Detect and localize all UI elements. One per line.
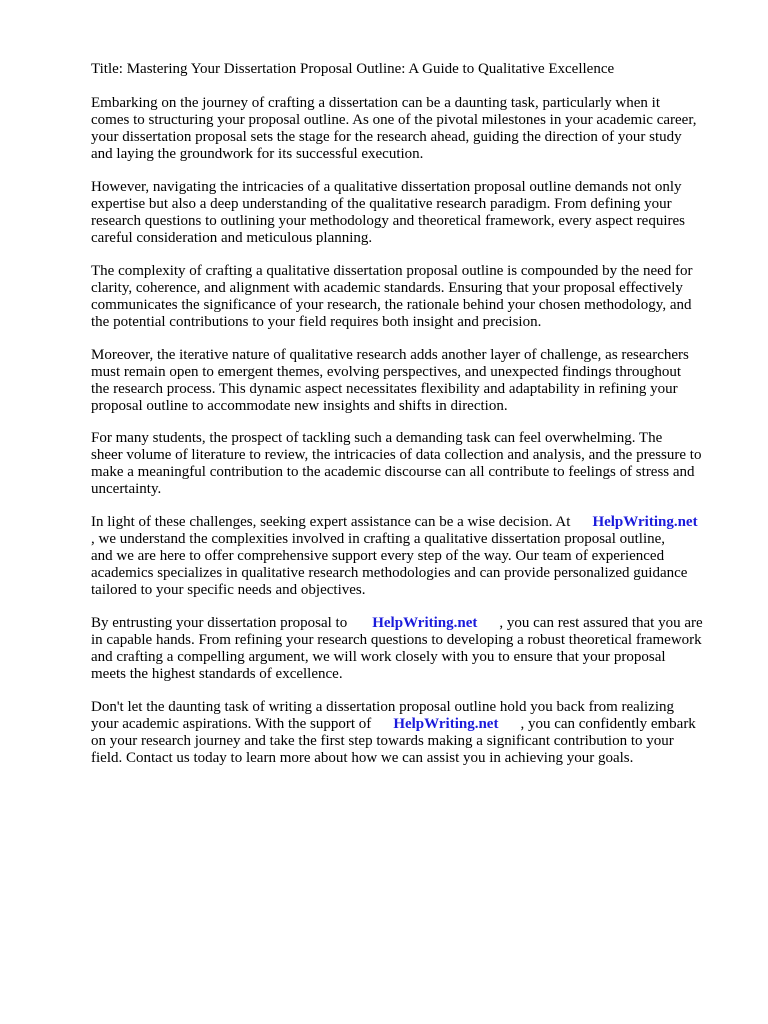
paragraph-line <box>91 615 703 632</box>
paragraph-line: on your research journey and take the first step towards making a significant contribution to your <box>91 733 674 749</box>
paragraph-text: , you can rest assured that you are <box>499 615 703 631</box>
paragraph-line: tailored to your specific needs and objectives. <box>91 582 366 598</box>
paragraph-text: , you can confidently embark <box>520 716 696 732</box>
paragraph-line: expertise but also a deep understanding of the qualitative research paradigm. From defining your <box>91 196 672 212</box>
paragraph-line: clarity, coherence, and alignment with academic standards. Ensuring that your proposal effectively <box>91 280 683 296</box>
paragraph-line: and we are here to offer comprehensive support every step of the way. Our team of experienced <box>91 548 665 564</box>
paragraph-line <box>91 514 698 531</box>
paragraph-line: in capable hands. From refining your research questions to developing a robust theoretical framework <box>91 632 702 648</box>
paragraph-line: and crafting a compelling argument, we will work closely with you to ensure that your proposal <box>91 649 666 665</box>
paragraph-line: and laying the groundwork for its successful execution. <box>91 146 424 162</box>
paragraph-line: field. Contact us today to learn more about how we can assist you in achieving your goals. <box>91 750 634 766</box>
paragraph-text: By entrusting your dissertation proposal to <box>91 615 348 631</box>
paragraph-6 <box>91 514 698 599</box>
helpwriting-link[interactable]: HelpWriting.net <box>372 615 478 631</box>
paragraph-line: Moreover, the iterative nature of qualitative research adds another layer of challenge, as researchers <box>91 347 689 363</box>
paragraph-line: the potential contributions to your field requires both insight and precision. <box>91 314 542 330</box>
paragraph-line: make a meaningful contribution to the academic discourse can all contribute to feelings of stress and <box>91 464 695 480</box>
paragraph-text: your academic aspirations. With the support of <box>91 716 372 732</box>
paragraph-line: comes to structuring your proposal outline. As one of the pivotal milestones in your academic career, <box>91 112 697 128</box>
paragraph-line: meets the highest standards of excellence. <box>91 666 343 682</box>
paragraph-line: For many students, the prospect of tackling such a demanding task can feel overwhelming. The <box>91 430 663 446</box>
paragraph-line: must remain open to emergent themes, evolving perspectives, and unexpected findings throughout <box>91 364 681 380</box>
paragraph-line: proposal outline to accommodate new insights and shifts in direction. <box>91 398 508 414</box>
helpwriting-link[interactable]: HelpWriting.net <box>592 514 698 530</box>
paragraph-line: sheer volume of literature to review, the intricacies of data collection and analysis, and the pressure to <box>91 447 702 463</box>
paragraph-2 <box>91 179 685 247</box>
paragraph-1 <box>91 95 697 163</box>
paragraph-line: the research process. This dynamic aspect necessitates flexibility and adaptability in refining your <box>91 381 678 397</box>
paragraph-line: Embarking on the journey of crafting a dissertation can be a daunting task, particularly when it <box>91 95 660 111</box>
paragraph-line: However, navigating the intricacies of a qualitative dissertation proposal outline demands not only <box>91 179 682 195</box>
helpwriting-link[interactable]: HelpWriting.net <box>393 716 499 732</box>
paragraph-line: careful consideration and meticulous planning. <box>91 230 373 246</box>
paragraph-3 <box>91 263 693 331</box>
paragraph-line: research questions to outlining your methodology and theoretical framework, every aspect requires <box>91 213 685 229</box>
paragraph-line: your dissertation proposal sets the stage for the research ahead, guiding the direction of your study <box>91 129 682 145</box>
paragraph-line <box>91 716 696 733</box>
paragraph-7 <box>91 615 703 683</box>
document-title: Title: Mastering Your Dissertation Proposal Outline: A Guide to Qualitative Excellence <box>91 61 615 77</box>
paragraph-8 <box>91 699 696 767</box>
paragraph-line: communicates the significance of your research, the rationale behind your chosen methodology, and <box>91 297 692 313</box>
paragraph-text: , we understand the complexities involved in crafting a qualitative dissertation proposal outline, <box>91 531 666 547</box>
paragraph-text: In light of these challenges, seeking expert assistance can be a wise decision. At <box>91 514 571 530</box>
paragraph-line: The complexity of crafting a qualitative dissertation proposal outline is compounded by the need for <box>91 263 693 279</box>
paragraph-line <box>91 531 698 548</box>
paragraph-5 <box>91 430 701 498</box>
paragraph-line: Don't let the daunting task of writing a dissertation proposal outline hold you back from realizing <box>91 699 674 715</box>
paragraph-line: uncertainty. <box>91 481 162 497</box>
paragraph-line: academics specializes in qualitative research methodologies and can provide personalized guidance <box>91 565 688 581</box>
paragraph-4 <box>91 347 689 415</box>
